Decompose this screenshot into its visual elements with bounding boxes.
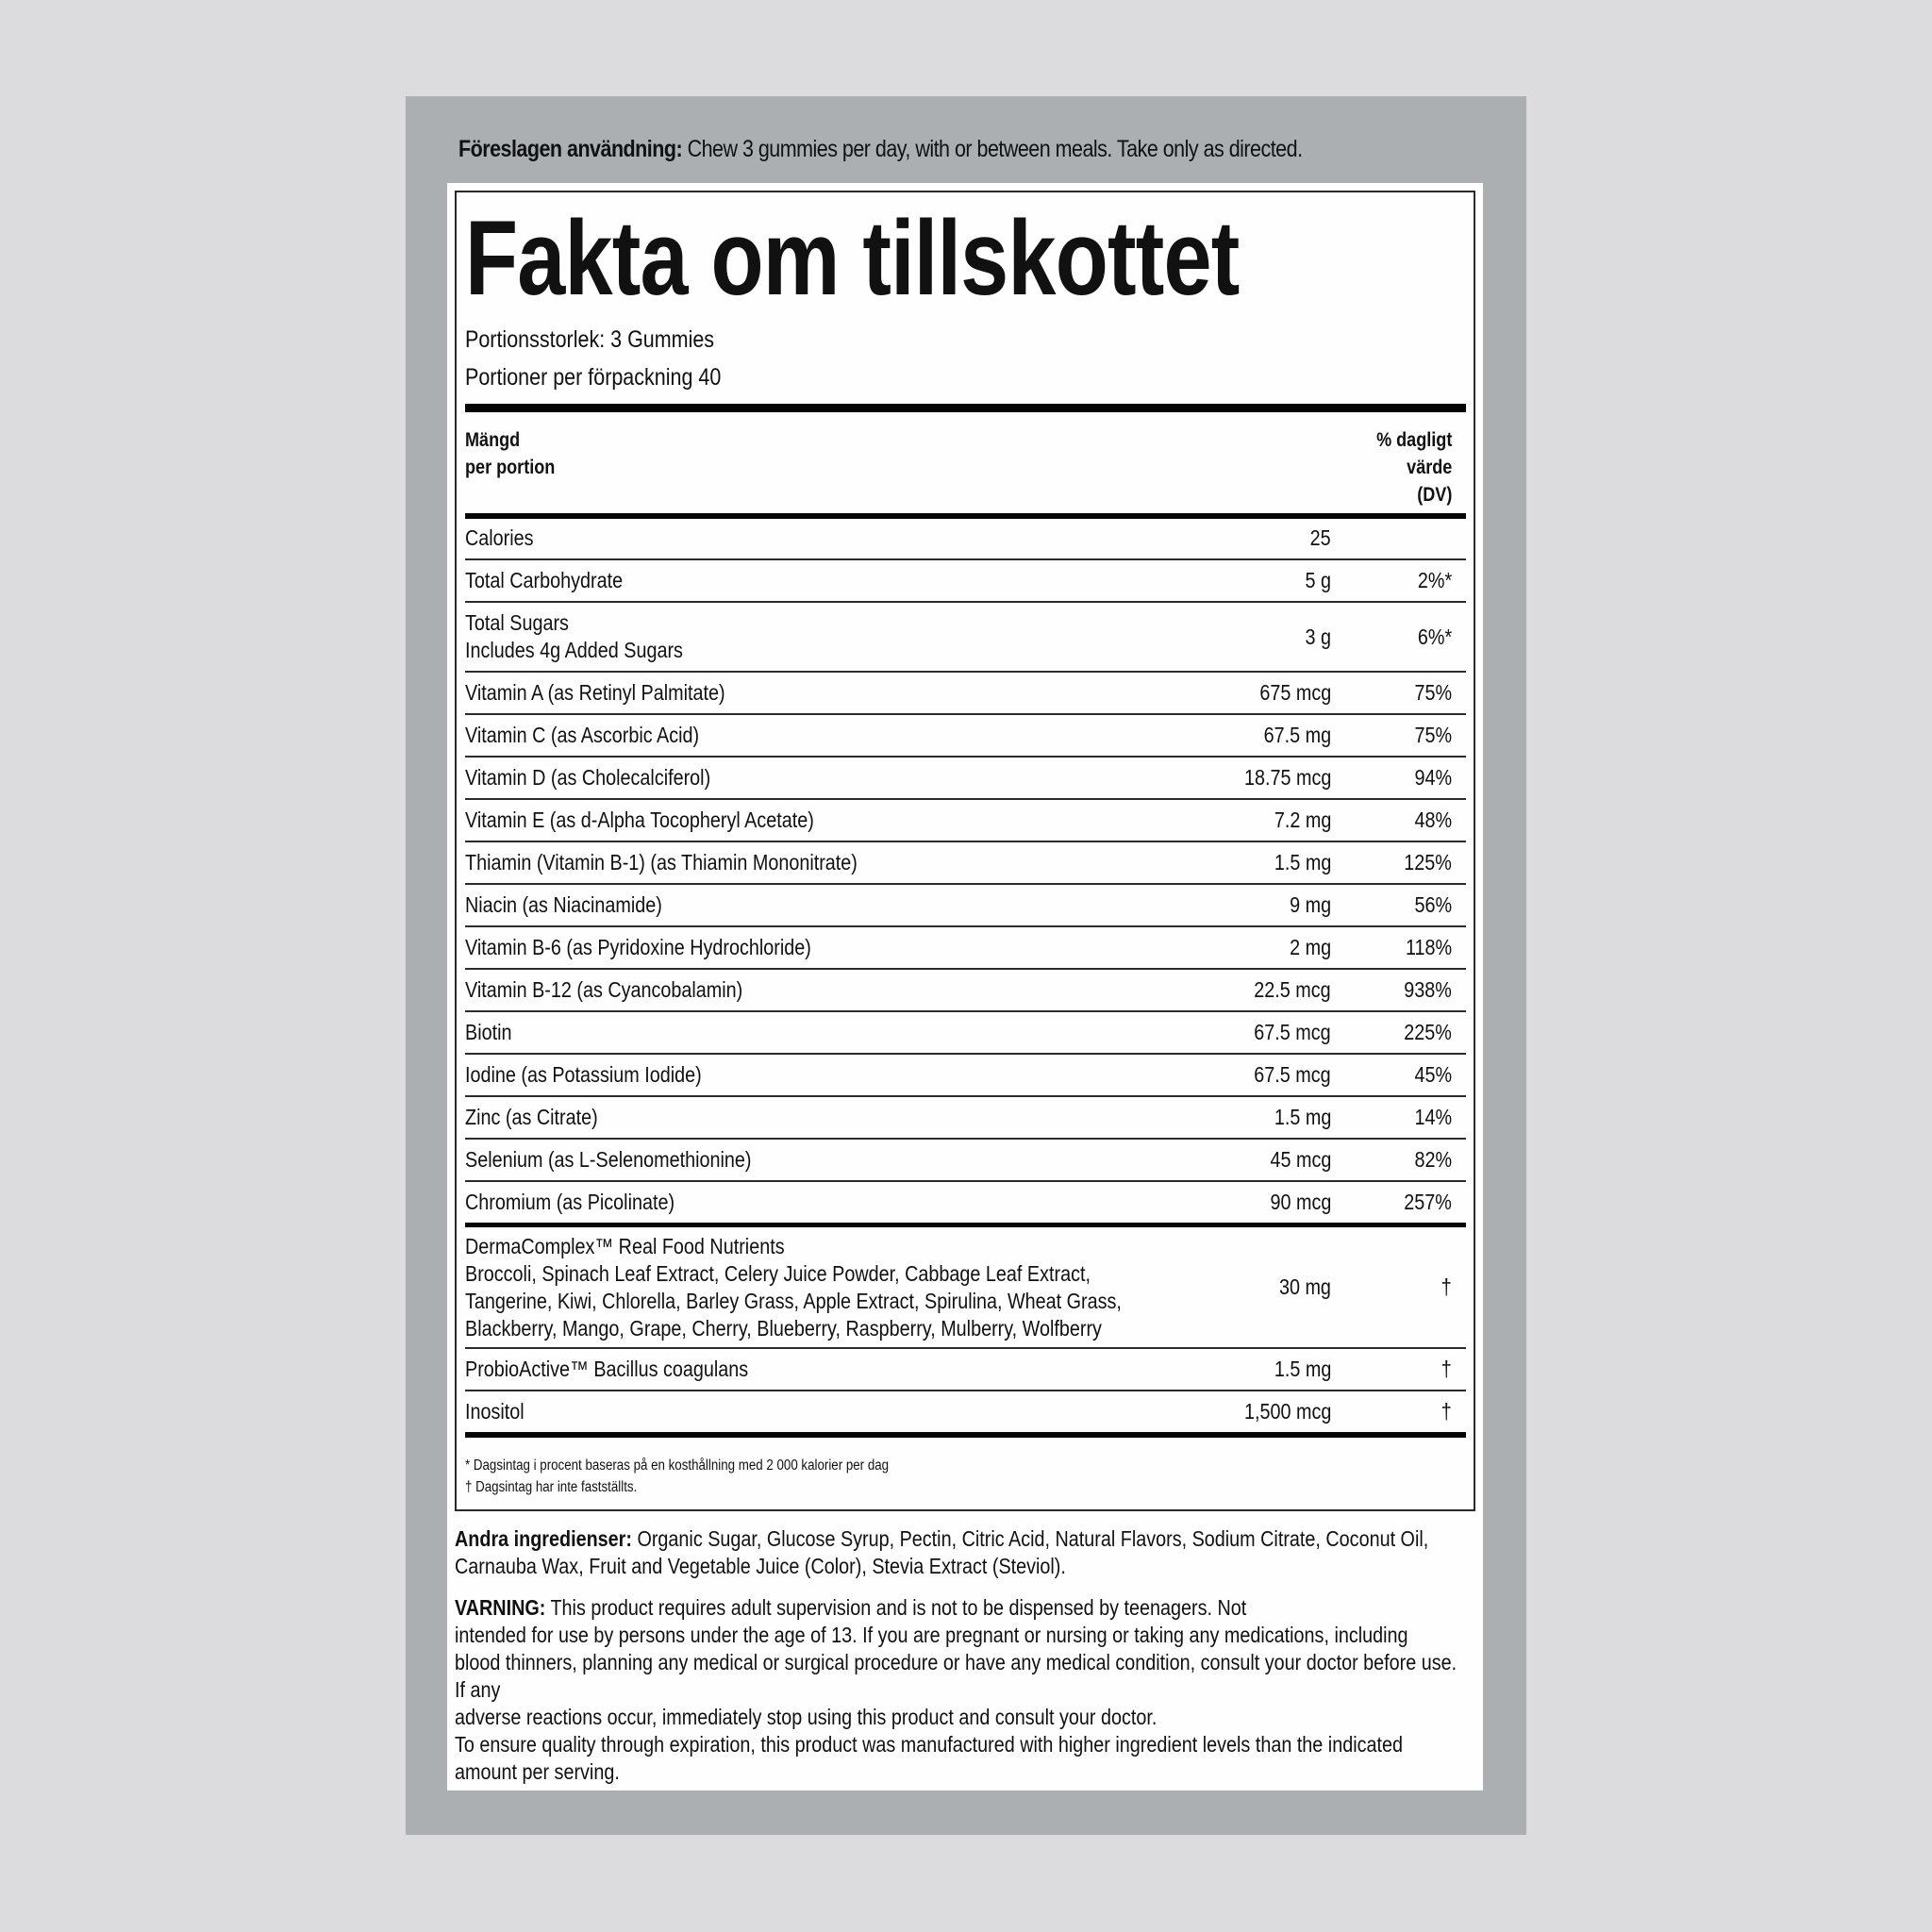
table-row bbox=[465, 1055, 1466, 1097]
footnotes bbox=[465, 1455, 889, 1498]
nutrient-amount: 5 g bbox=[1305, 568, 1331, 592]
nutrient-amount: 22.5 mcg bbox=[1254, 977, 1331, 1002]
thick-divider bbox=[465, 1432, 1466, 1438]
nutrient-amount: 25 bbox=[1309, 525, 1331, 550]
other-ingredients-text: Organic Sugar, Glucose Syrup, Pectin, Citric Acid, Natural Flavors, Sodium Citrate, Coconut Oil, bbox=[631, 1526, 1429, 1551]
warning-text: blood thinners, planning any medical or surgical procedure or have any medical condition, consult your doctor before use. bbox=[455, 1650, 1457, 1674]
nutrient-amount: 1.5 mg bbox=[1274, 850, 1331, 874]
blend-dv: † bbox=[1441, 1274, 1452, 1299]
table-row bbox=[465, 1182, 1466, 1223]
blend-row bbox=[465, 1227, 1466, 1349]
nutrient-name: Thiamin (Vitamin B-1) (as Thiamin Mononitrate) bbox=[465, 850, 858, 874]
nutrient-dv: 48% bbox=[1414, 808, 1452, 832]
nutrient-name: Chromium (as Picolinate) bbox=[465, 1190, 675, 1214]
nutrient-amount: 45 mcg bbox=[1270, 1147, 1331, 1172]
table-row bbox=[465, 1097, 1466, 1140]
warning bbox=[455, 1594, 1493, 1786]
nutrient-name: Total Carbohydrate bbox=[465, 568, 624, 592]
nutrient-name: Vitamin C (as Ascorbic Acid) bbox=[465, 723, 700, 747]
nutrient-dv: 75% bbox=[1414, 680, 1452, 705]
nutrient-dv: 257% bbox=[1404, 1190, 1452, 1214]
nutrient-dv: 225% bbox=[1404, 1020, 1452, 1044]
nutrient-name: Vitamin B-6 (as Pyridoxine Hydrochloride) bbox=[465, 935, 811, 959]
table-row bbox=[465, 800, 1466, 842]
header-text: per portion bbox=[465, 457, 556, 478]
nutrient-name: Vitamin E (as d-Alpha Tocopheryl Acetate) bbox=[465, 808, 814, 832]
warning-text: If any bbox=[455, 1677, 501, 1702]
nutrient-amount: 2 mg bbox=[1290, 935, 1331, 959]
warning-label: VARNING: bbox=[455, 1595, 546, 1620]
other-ingredients-text: Carnauba Wax, Fruit and Vegetable Juice (Color), Stevia Extract (Steviol). bbox=[455, 1554, 1066, 1578]
warning-text: This product requires adult supervision and is not to be dispensed by teenagers. Not bbox=[545, 1595, 1247, 1620]
warning-text: intended for use by persons under the age of 13. If you are pregnant or nursing or taking any medications, including bbox=[455, 1623, 1408, 1647]
nutrient-name: Niacin (as Niacinamide) bbox=[465, 892, 662, 917]
facts-title: Fakta om tillskottet bbox=[465, 199, 1240, 317]
table-row bbox=[465, 1012, 1466, 1055]
blend-name: ProbioActive™ Bacillus coagulans bbox=[465, 1357, 749, 1381]
nutrient-dv: 6%* bbox=[1417, 624, 1452, 649]
table-row bbox=[465, 673, 1466, 715]
nutrient-dv: 938% bbox=[1404, 977, 1452, 1002]
nutrient-name: Vitamin D (as Cholecalciferol) bbox=[465, 765, 711, 790]
servings-per-container: Portioner per förpackning 40 bbox=[465, 364, 722, 391]
blend-name: Inositol bbox=[465, 1399, 525, 1424]
nutrient-name: Zinc (as Citrate) bbox=[465, 1105, 598, 1129]
table-row bbox=[465, 603, 1466, 673]
facts-column-header bbox=[465, 426, 1466, 511]
nutrient-name: Selenium (as L-Selenomethionine) bbox=[465, 1147, 752, 1172]
header-text: (DV) bbox=[1416, 484, 1452, 506]
table-row bbox=[465, 758, 1466, 800]
header-text: Mängd bbox=[465, 429, 521, 451]
blend-title: DermaComplex™ Real Food Nutrients bbox=[465, 1233, 785, 1258]
nutrient-name: Calories bbox=[465, 525, 534, 550]
nutrient-amount: 1.5 mg bbox=[1274, 1105, 1331, 1129]
thick-divider bbox=[465, 404, 1466, 412]
blend-ingredients-line: Broccoli, Spinach Leaf Extract, Celery Juice Powder, Cabbage Leaf Extract, bbox=[465, 1260, 1091, 1286]
blend-amount: 1,500 mcg bbox=[1243, 1399, 1331, 1424]
nutrient-dv: 45% bbox=[1414, 1062, 1452, 1087]
nutrient-amount: 67.5 mcg bbox=[1254, 1020, 1331, 1044]
blend-amount: 30 mg bbox=[1279, 1274, 1331, 1299]
nutrient-name: Vitamin A (as Retinyl Palmitate) bbox=[465, 680, 725, 705]
table-row bbox=[465, 1140, 1466, 1182]
table-row bbox=[465, 560, 1466, 603]
blend-dv: † bbox=[1441, 1357, 1452, 1381]
supplement-facts-box bbox=[455, 191, 1475, 1511]
nutrient-name: Biotin bbox=[465, 1020, 512, 1044]
nutrient-amount: 7.2 mg bbox=[1274, 808, 1331, 832]
blend-name bbox=[465, 1225, 1325, 1350]
header-text: värde bbox=[1406, 457, 1452, 478]
nutrient-dv: 125% bbox=[1404, 850, 1452, 874]
nutrient-name-main: Total Sugars bbox=[465, 610, 569, 635]
suggested-use-text: Chew 3 gummies per day, with or between meals. Take only as directed. bbox=[682, 136, 1303, 162]
nutrient-amount: 675 mcg bbox=[1259, 680, 1331, 705]
table-row bbox=[465, 927, 1466, 970]
nutrient-amount: 9 mg bbox=[1290, 892, 1331, 917]
blend-row bbox=[465, 1391, 1466, 1432]
warning-text: amount per serving. bbox=[455, 1759, 620, 1784]
nutrient-name: Iodine (as Potassium Iodide) bbox=[465, 1062, 702, 1087]
nutrient-dv: 56% bbox=[1414, 892, 1452, 917]
footnote-dv-not-established: † Dagsintag har inte fastställts. bbox=[465, 1479, 638, 1495]
blend-ingredients-line: Tangerine, Kiwi, Chlorella, Barley Grass, Apple Extract, Spirulina, Wheat Grass, bbox=[465, 1288, 1122, 1313]
nutrient-amount: 67.5 mcg bbox=[1254, 1062, 1331, 1087]
suggested-use-label: Föreslagen användning: bbox=[458, 136, 683, 162]
table-row bbox=[465, 518, 1466, 560]
suggested-use bbox=[458, 136, 1303, 163]
header-text: % dagligt bbox=[1375, 429, 1452, 451]
blend-dv: † bbox=[1441, 1399, 1452, 1424]
nutrient-dv: 75% bbox=[1414, 723, 1452, 747]
amount-per-serving-header bbox=[465, 426, 555, 481]
nutrient-dv: 94% bbox=[1414, 765, 1452, 790]
table-row bbox=[465, 970, 1466, 1012]
nutrient-name: Vitamin B-12 (as Cyancobalamin) bbox=[465, 977, 743, 1002]
nutrient-dv: 2%* bbox=[1417, 568, 1452, 592]
nutrient-dv: 118% bbox=[1405, 935, 1452, 959]
nutrient-amount: 67.5 mg bbox=[1263, 723, 1331, 747]
table-row bbox=[465, 715, 1466, 758]
nutrient-amount: 3 g bbox=[1305, 624, 1331, 649]
table-row bbox=[465, 842, 1466, 885]
nutrient-dv: 82% bbox=[1414, 1147, 1452, 1172]
warning-text: To ensure quality through expiration, this product was manufactured with higher ingredient levels than the indicated bbox=[455, 1732, 1403, 1757]
nutrient-name-sub: Includes 4g Added Sugars bbox=[465, 638, 683, 662]
table-row bbox=[465, 885, 1466, 927]
blend-ingredients-line: Blackberry, Mango, Grape, Cherry, Blueberry, Raspberry, Mulberry, Wolfberry bbox=[465, 1315, 1102, 1341]
blend-amount: 1.5 mg bbox=[1274, 1357, 1331, 1381]
other-ingredients-label: Andra ingredienser: bbox=[455, 1526, 632, 1551]
nutrient-table bbox=[465, 518, 1466, 1438]
nutrient-name bbox=[465, 602, 1325, 672]
daily-value-header bbox=[1376, 426, 1452, 508]
warning-text: adverse reactions occur, immediately stop using this product and consult your doctor. bbox=[455, 1705, 1158, 1729]
blend-row bbox=[465, 1349, 1466, 1391]
nutrient-amount: 90 mcg bbox=[1270, 1190, 1331, 1214]
nutrient-dv: 14% bbox=[1414, 1105, 1452, 1129]
serving-size: Portionsstorlek: 3 Gummies bbox=[465, 326, 715, 353]
other-ingredients bbox=[455, 1525, 1429, 1580]
footnote-dv-basis: * Dagsintag i procent baseras på en kosthållning med 2 000 kalorier per dag bbox=[465, 1457, 890, 1474]
nutrient-amount: 18.75 mcg bbox=[1243, 765, 1331, 790]
